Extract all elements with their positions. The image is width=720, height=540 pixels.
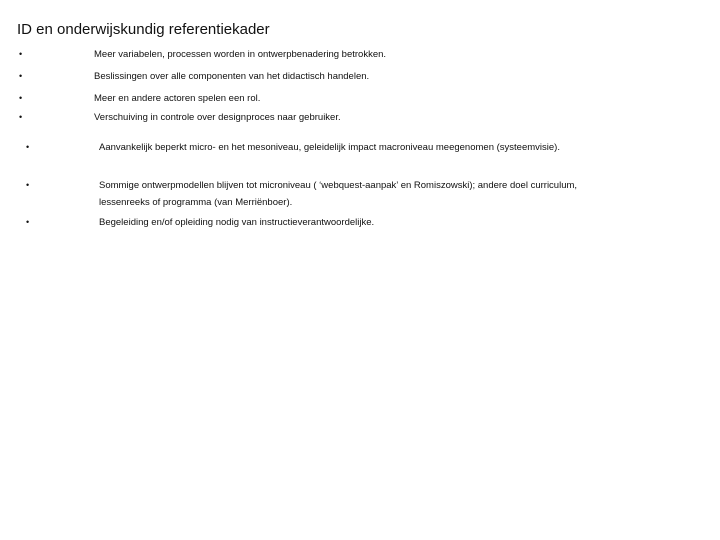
bullet-icon: • bbox=[26, 180, 30, 190]
list-item-text: Beslissingen over alle componenten van het didactisch handelen. bbox=[94, 71, 370, 82]
bullet-icon: • bbox=[19, 49, 23, 59]
bullet-icon: • bbox=[19, 93, 23, 103]
list-item-text: Meer en andere actoren spelen een rol. bbox=[94, 93, 261, 104]
slide-title: ID en onderwijskundig referentiekader bbox=[17, 21, 270, 38]
bullet-icon: • bbox=[19, 71, 23, 81]
bullet-icon: • bbox=[19, 112, 23, 122]
bullet-icon: • bbox=[26, 217, 30, 227]
list-item-text: Verschuiving in controle over designproces naar gebruiker. bbox=[94, 112, 341, 123]
sub-list-item-text: Begeleiding en/of opleiding nodig van instructieverantwoordelijke. bbox=[99, 217, 375, 228]
sub-list-item-text: Aanvankelijk beperkt micro- en het mesoniveau, geleidelijk impact macroniveau meegenomen (systeemvisie). bbox=[99, 142, 560, 153]
sub-list-item-text: Sommige ontwerpmodellen blijven tot microniveau ( ‘webquest-aanpak’ en Romiszowski); andere doel curriculum, lessenreeks of programma (van Merriënboer). bbox=[99, 180, 578, 208]
bullet-icon: • bbox=[26, 142, 30, 152]
list-item-text: Meer variabelen, processen worden in ontwerpbenadering betrokken. bbox=[94, 49, 387, 60]
